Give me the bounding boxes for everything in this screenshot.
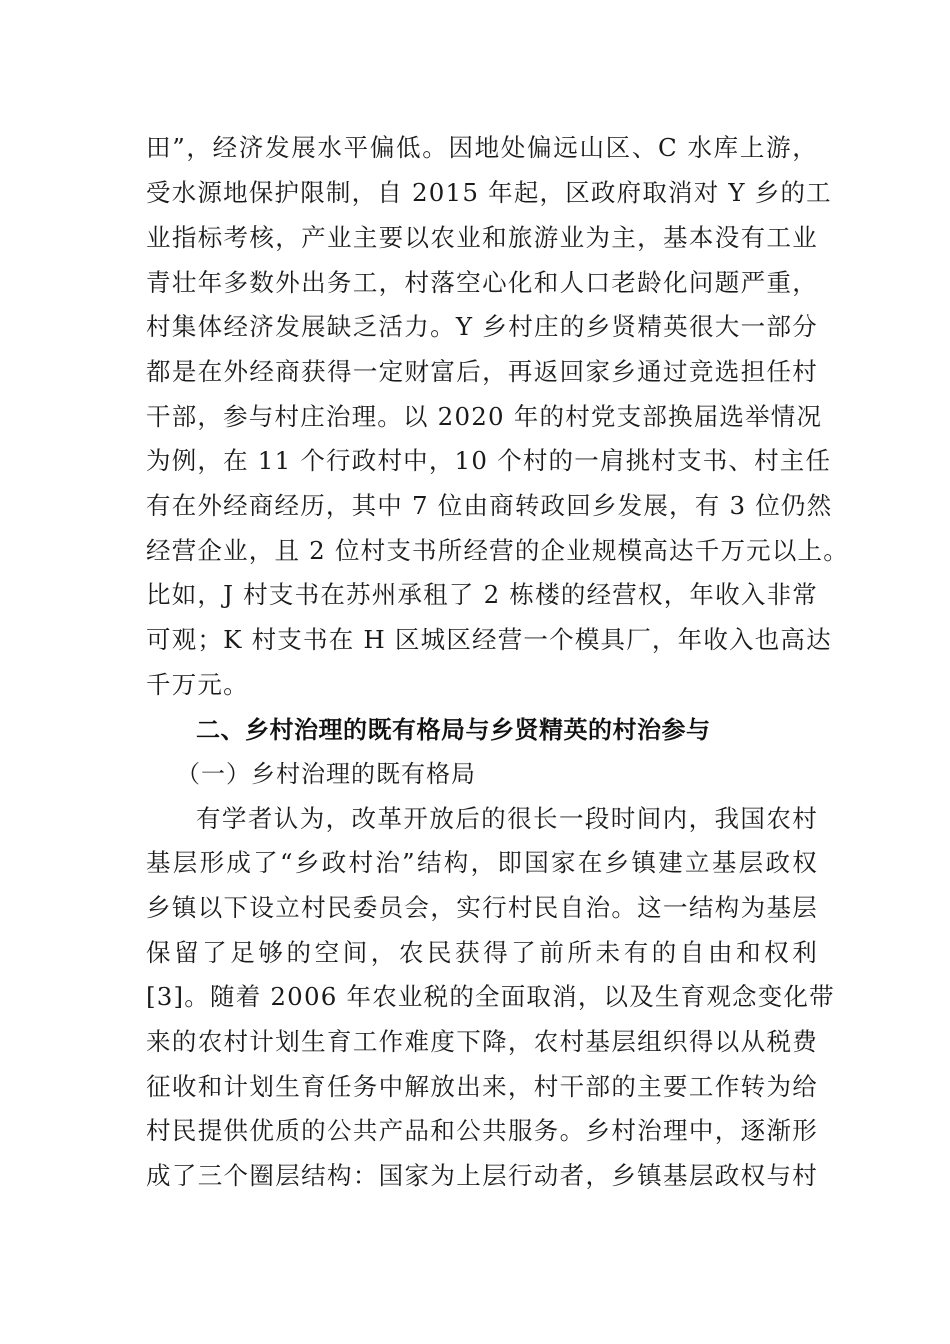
paragraph2-line-2: 基层形成了“乡政村治”结构，即国家在乡镇建立基层政权 [146,848,818,877]
paragraph2-line-6: 来的农村计划生育工作难度下降，农村基层组织得以从税费 [146,1027,818,1056]
paragraph1-line-13: 千万元。 [146,670,249,699]
paragraph1-line-5: 村集体经济发展缺乏活力。Y 乡村庄的乡贤精英很大一部分 [146,312,818,341]
paragraph1-line-1: 田”，经济发展水平偏低。因地处偏远山区、C 水库上游， [146,133,818,162]
paragraph1-line-11: 比如，J 村支书在苏州承租了 2 栋楼的经营权，年收入非常 [146,580,818,609]
paragraph2-line-7: 征收和计划生育任务中解放出来，村干部的主要工作转为给 [146,1072,818,1101]
paragraph2-line-4: 保留了足够的空间，农民获得了前所未有的自由和权利 [146,938,818,967]
paragraph2-line-5: [3]。随着 2006 年农业税的全面取消，以及生育观念变化带 [146,982,835,1011]
paragraph1-line-8: 为例，在 11 个行政村中，10 个村的一肩挑村支书、村主任 [146,446,832,475]
paragraph1-line-3: 业指标考核，产业主要以农业和旅游业为主，基本没有工业 [146,223,818,252]
section-heading: 二、乡村治理的既有格局与乡贤精英的村治参与 [196,716,711,744]
paragraph1-line-7: 干部，参与村庄治理。以 2020 年的村党支部换届选举情况 [146,402,823,431]
paragraph2-line-9: 成了三个圈层结构：国家为上层行动者，乡镇基层政权与村 [146,1161,818,1190]
paragraph2-line-1: 有学者认为，改革开放后的很长一段时间内，我国农村 [196,804,818,833]
paragraph1-line-12: 可观；K 村支书在 H 区城区经营一个模具厂，年收入也高达 [146,625,832,654]
paragraph1-line-9: 有在外经商经历，其中 7 位由商转政回乡发展，有 3 位仍然 [146,491,833,520]
subsection-heading: （一）乡村治理的既有格局 [176,760,476,788]
paragraph1-line-4: 青壮年多数外出务工，村落空心化和人口老龄化问题严重， [146,268,818,297]
paragraph2-line-3: 乡镇以下设立村民委员会，实行村民自治。这一结构为基层 [146,893,818,922]
paragraph1-line-6: 都是在外经商获得一定财富后，再返回家乡通过竞选担任村 [146,357,818,386]
paragraph2-line-8: 村民提供优质的公共产品和公共服务。乡村治理中，逐渐形 [146,1116,818,1145]
paragraph1-line-2: 受水源地保护限制，自 2015 年起，区政府取消对 Y 乡的工 [146,178,832,207]
paragraph1-line-10: 经营企业，且 2 位村支书所经营的企业规模高达千万元以上。 [146,536,849,565]
